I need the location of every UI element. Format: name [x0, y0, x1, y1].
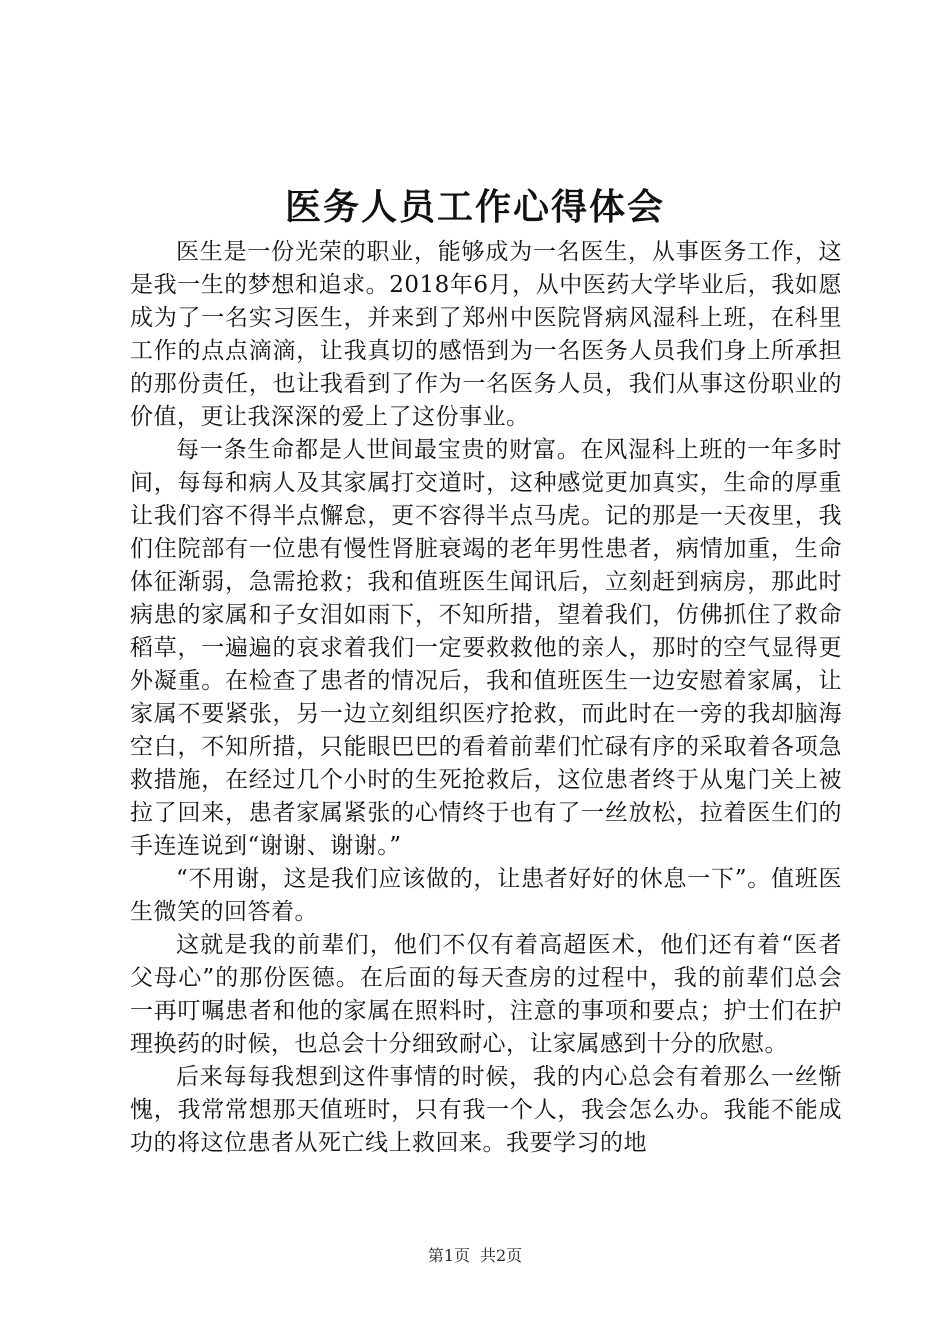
page-total: 共2页 — [480, 1246, 523, 1265]
paragraph: 每一条生命都是人世间最宝贵的财富。在风湿科上班的一年多时间，每每和病人及其家属打交道时，这种感觉更加真实，生命的厚重让我们容不得半点懈怠，更不容得半点马虎。记的那是一天夜里，我们住院部有一位患有慢性肾脏衰竭的老年男性患者，病情加重，生命体征渐弱，急需抢救；我和值班医生闻讯后，立刻赶到病房，那此时病患的家属和子女泪如雨下，不知所措，望着我们，仿佛抓住了救命稻草，一遍遍的哀求着我们一定要救救他的亲人，那时的空气显得更外凝重。在检查了患者的情况后，我和值班医生一边安慰着家属，让家属不要紧张，另一边立刻组织医疗抢救，而此时在一旁的我却脑海空白，不知所措，只能眼巴巴的看着前辈们忙碌有序的采取着各项急救措施，在经过几个小时的生死抢救后，这位患者终于从鬼门关上被拉了回来，患者家属紧张的心情终于也有了一丝放松，拉着医生们的手连连说到“谢谢、谢谢。” — [130, 437, 842, 859]
page-footer — [0, 1244, 950, 1268]
document-body — [130, 236, 842, 1160]
page-title: 医务人员工作心得体会 — [284, 187, 665, 228]
paragraph: 这就是我的前辈们，他们不仅有着高超医术，他们还有着“医者父母心”的那份医德。在后面的每天查房的过程中，我的前辈们总会一再叮嘱患者和他的家属在照料时，注意的事项和要点；护士们在护理换药的时候，也总会十分细致耐心，让家属感到十分的欣慰。 — [130, 932, 842, 1057]
paragraph: 医生是一份光荣的职业，能够成为一名医生，从事医务工作，这是我一生的梦想和追求。2018年6月，从中医药大学毕业后，我如愿成为了一名实习医生，并来到了郑州中医院肾病风湿科上班，在科里工作的点点滴滴，让我真切的感悟到为一名医务人员我们身上所承担的那份责任，也让我看到了作为一名医务人员，我们从事这份职业的价值，更让我深深的爱上了这份事业。 — [130, 239, 842, 430]
page-number: 第1页 — [427, 1246, 470, 1265]
paragraph: “不用谢，这是我们应该做的，让患者好好的休息一下”。值班医生微笑的回答着。 — [130, 866, 842, 925]
paragraph: 后来每每我想到这件事情的时候，我的内心总会有着那么一丝惭愧，我常常想那天值班时，只有我一个人，我会怎么办。我能不能成功的将这位患者从死亡线上救回来。我要学习的地 — [130, 1064, 842, 1156]
